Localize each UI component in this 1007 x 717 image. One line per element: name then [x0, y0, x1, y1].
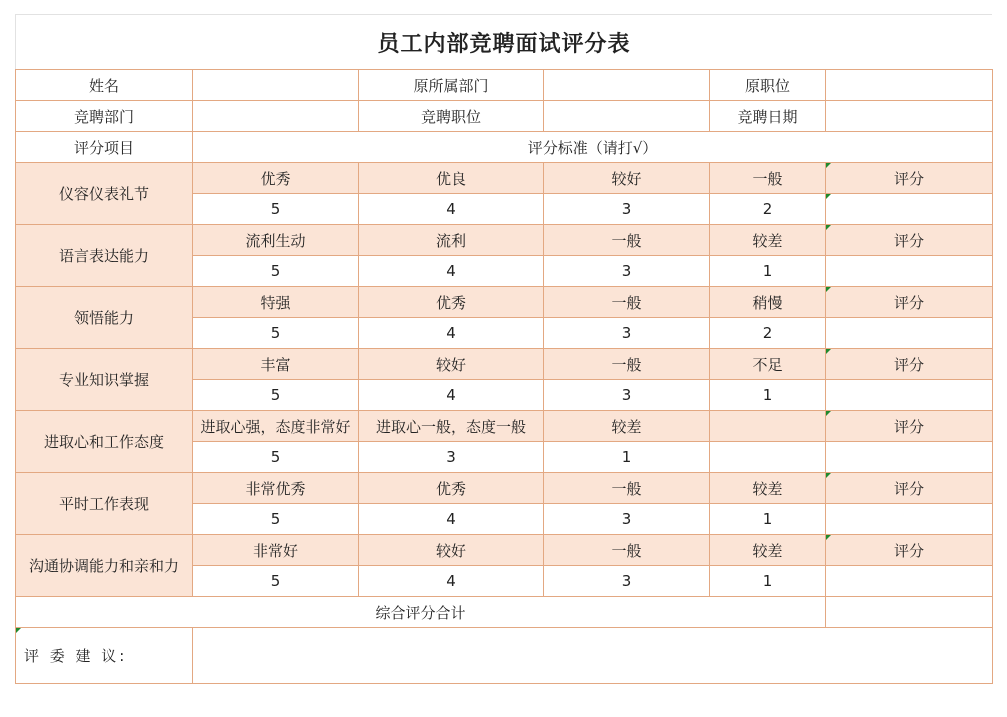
points-level-1[interactable]: 5 [193, 442, 359, 473]
criteria-row [16, 287, 993, 318]
item-name: 进取心和工作态度 [16, 411, 193, 473]
criteria-row [16, 163, 993, 194]
item-header: 评分项目 [16, 132, 193, 163]
criterion-level-4[interactable]: 稍慢 [710, 287, 826, 318]
points-level-4[interactable]: 2 [710, 194, 826, 225]
score-input-cell[interactable] [826, 380, 993, 411]
points-level-3[interactable]: 3 [544, 256, 710, 287]
comment-label: 评 委 建 议: [16, 628, 193, 684]
criteria-row [16, 473, 993, 504]
criterion-level-4[interactable]: 不足 [710, 349, 826, 380]
item-name: 语言表达能力 [16, 225, 193, 287]
score-input-cell[interactable] [826, 256, 993, 287]
criterion-level-1[interactable]: 进取心强，态度非常好 [193, 411, 359, 442]
points-level-4[interactable] [710, 442, 826, 473]
name-label: 姓名 [16, 70, 193, 101]
points-level-4[interactable]: 1 [710, 504, 826, 535]
points-level-1[interactable]: 5 [193, 194, 359, 225]
header-row [16, 132, 993, 163]
criterion-level-2[interactable]: 优良 [359, 163, 544, 194]
score-input-cell[interactable] [826, 318, 993, 349]
target-position-label: 竞聘职位 [359, 101, 544, 132]
sheet-title: 员工内部竞聘面试评分表 [15, 14, 992, 69]
criteria-row [16, 535, 993, 566]
target-dept-value-cell[interactable] [193, 101, 359, 132]
criterion-level-2[interactable]: 优秀 [359, 287, 544, 318]
orig-dept-value-cell[interactable] [544, 70, 710, 101]
orig-dept-label: 原所属部门 [359, 70, 544, 101]
points-level-3[interactable]: 1 [544, 442, 710, 473]
item-name: 领悟能力 [16, 287, 193, 349]
score-label: 评分 [826, 349, 993, 380]
points-level-3[interactable]: 3 [544, 566, 710, 597]
criteria-row [16, 349, 993, 380]
criterion-level-4[interactable]: 较差 [710, 473, 826, 504]
target-position-value-cell[interactable] [544, 101, 710, 132]
apply-date-value-cell[interactable] [826, 101, 993, 132]
criterion-level-2[interactable]: 较好 [359, 535, 544, 566]
criterion-level-1[interactable]: 非常好 [193, 535, 359, 566]
criterion-level-2[interactable]: 较好 [359, 349, 544, 380]
points-level-1[interactable]: 5 [193, 380, 359, 411]
orig-position-value-cell[interactable] [826, 70, 993, 101]
criterion-level-3[interactable]: 一般 [544, 535, 710, 566]
criterion-level-4[interactable]: 较差 [710, 225, 826, 256]
score-input-cell[interactable] [826, 504, 993, 535]
criterion-level-1[interactable]: 丰富 [193, 349, 359, 380]
criterion-level-1[interactable]: 优秀 [193, 163, 359, 194]
points-level-4[interactable]: 1 [710, 566, 826, 597]
total-row [16, 597, 993, 628]
item-name: 仪容仪表礼节 [16, 163, 193, 225]
criterion-level-1[interactable]: 特强 [193, 287, 359, 318]
score-input-cell[interactable] [826, 566, 993, 597]
points-level-2[interactable]: 4 [359, 380, 544, 411]
info-row-1 [16, 70, 993, 101]
apply-date-label: 竞聘日期 [710, 101, 826, 132]
item-name: 专业知识掌握 [16, 349, 193, 411]
criterion-level-3[interactable]: 一般 [544, 473, 710, 504]
comment-row [16, 628, 993, 684]
points-level-1[interactable]: 5 [193, 256, 359, 287]
points-level-2[interactable]: 4 [359, 504, 544, 535]
points-level-2[interactable]: 3 [359, 442, 544, 473]
score-input-cell[interactable] [826, 442, 993, 473]
points-level-1[interactable]: 5 [193, 318, 359, 349]
score-label: 评分 [826, 225, 993, 256]
score-label: 评分 [826, 287, 993, 318]
points-level-1[interactable]: 5 [193, 566, 359, 597]
name-value-cell[interactable] [193, 70, 359, 101]
score-label: 评分 [826, 473, 993, 504]
criterion-level-1[interactable]: 非常优秀 [193, 473, 359, 504]
points-level-3[interactable]: 3 [544, 380, 710, 411]
points-level-3[interactable]: 3 [544, 318, 710, 349]
score-input-cell[interactable] [826, 194, 993, 225]
criterion-level-4[interactable] [710, 411, 826, 442]
criterion-level-1[interactable]: 流利生动 [193, 225, 359, 256]
score-sheet [15, 14, 992, 684]
criterion-level-4[interactable]: 一般 [710, 163, 826, 194]
points-level-1[interactable]: 5 [193, 504, 359, 535]
info-row-2 [16, 101, 993, 132]
score-table [15, 69, 993, 684]
item-name: 沟通协调能力和亲和力 [16, 535, 193, 597]
total-score-cell[interactable] [826, 597, 993, 628]
points-level-2[interactable]: 4 [359, 566, 544, 597]
total-label: 综合评分合计 [16, 597, 826, 628]
comment-cell[interactable] [193, 628, 993, 684]
points-level-2[interactable]: 4 [359, 318, 544, 349]
points-level-4[interactable]: 2 [710, 318, 826, 349]
criterion-level-3[interactable]: 一般 [544, 349, 710, 380]
points-level-4[interactable]: 1 [710, 256, 826, 287]
points-level-4[interactable]: 1 [710, 380, 826, 411]
orig-position-label: 原职位 [710, 70, 826, 101]
criterion-level-3[interactable]: 较差 [544, 411, 710, 442]
score-label: 评分 [826, 411, 993, 442]
criterion-level-2[interactable]: 优秀 [359, 473, 544, 504]
criteria-row [16, 225, 993, 256]
criterion-level-3[interactable]: 一般 [544, 225, 710, 256]
points-level-3[interactable]: 3 [544, 504, 710, 535]
criterion-level-2[interactable]: 流利 [359, 225, 544, 256]
criterion-level-4[interactable]: 较差 [710, 535, 826, 566]
item-name: 平时工作表现 [16, 473, 193, 535]
criterion-level-3[interactable]: 一般 [544, 287, 710, 318]
criterion-level-3[interactable]: 较好 [544, 163, 710, 194]
standard-header: 评分标准（请打√） [193, 132, 993, 163]
score-label: 评分 [826, 535, 993, 566]
target-dept-label: 竞聘部门 [16, 101, 193, 132]
score-label: 评分 [826, 163, 993, 194]
criteria-row [16, 411, 993, 442]
points-level-2[interactable]: 4 [359, 194, 544, 225]
points-level-2[interactable]: 4 [359, 256, 544, 287]
points-level-3[interactable]: 3 [544, 194, 710, 225]
criterion-level-2[interactable]: 进取心一般，态度一般 [359, 411, 544, 442]
